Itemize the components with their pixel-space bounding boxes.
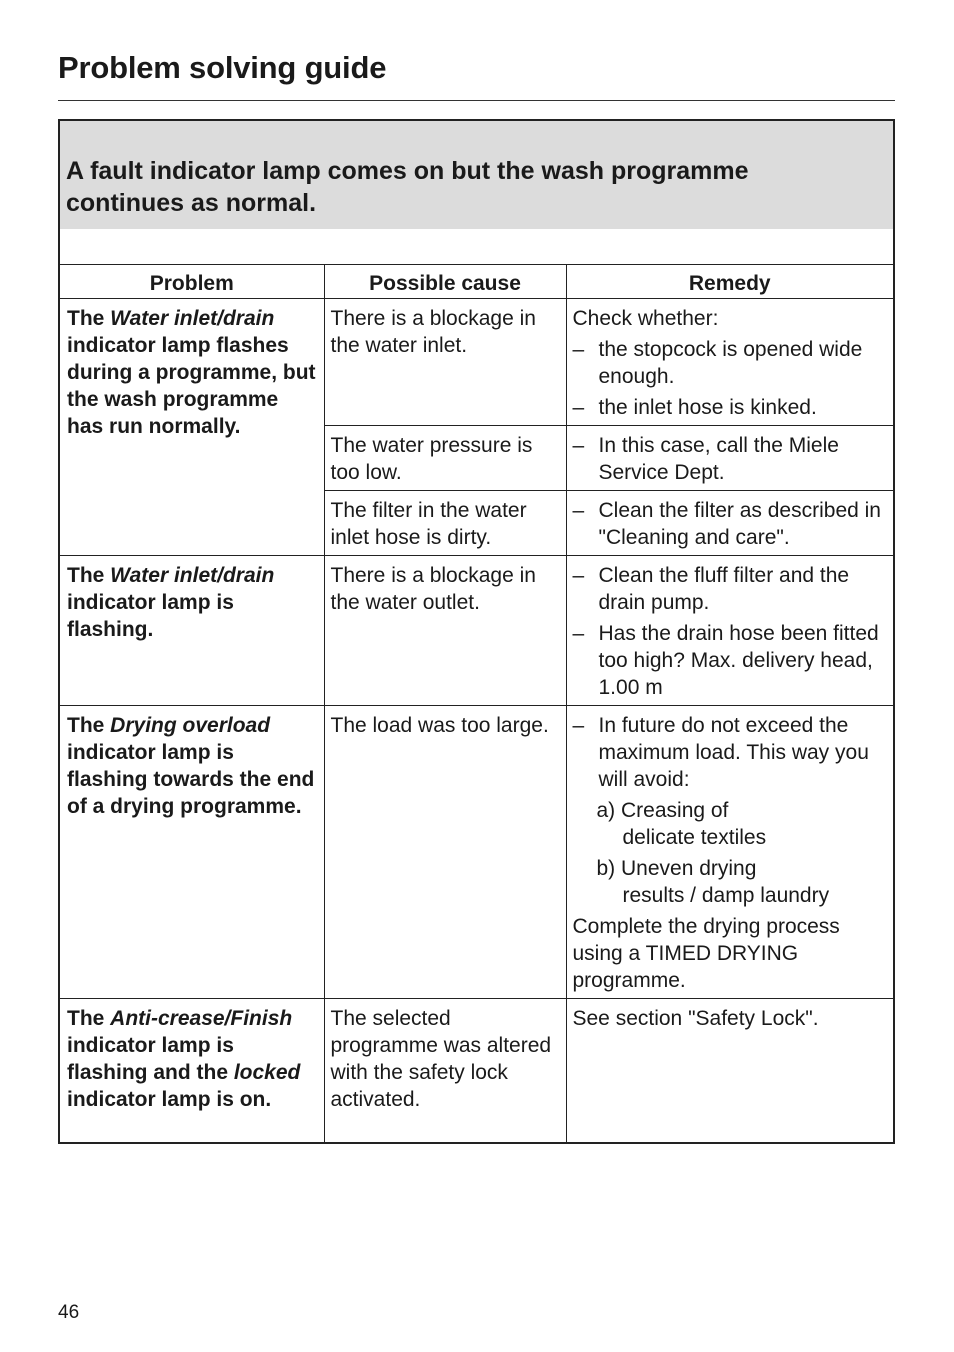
page-title: Problem solving guide xyxy=(58,50,387,85)
remedy-item: – the stopcock is opened wide enough. xyxy=(572,338,863,388)
remedy-item: – In this case, call the Miele Service Dept. xyxy=(572,434,839,484)
dash-glyph: – xyxy=(572,338,585,361)
fault-table-frame xyxy=(58,119,895,1144)
dash-glyph: – xyxy=(572,499,585,522)
dash-glyph: – xyxy=(572,564,585,587)
remedy-cell xyxy=(566,556,893,706)
problem-cell: The Drying overload indicator lamp is flashing towards the end of a drying programme. xyxy=(60,706,324,999)
problem-cell: The Water inlet/drain indicator lamp is flashing. xyxy=(60,556,324,706)
remedy-outro: Complete the drying process using a TIMED DRYING programme. xyxy=(572,915,840,992)
problem-table xyxy=(60,264,893,1142)
cause-cell: The filter in the water inlet hose is dirty. xyxy=(324,491,566,556)
remedy-item: – Has the drain hose been fitted too high? Max. delivery head, 1.00 m xyxy=(572,622,879,699)
dash-glyph: – xyxy=(572,714,585,737)
remedy-cell xyxy=(566,299,893,426)
cause-cell: The water pressure is too low. xyxy=(324,426,566,491)
dash-glyph: – xyxy=(572,396,585,419)
table-spacer xyxy=(60,229,893,264)
page-number: 46 xyxy=(58,1302,80,1323)
lamp-name: Anti-crease/Finish xyxy=(110,1007,293,1030)
cause-cell: There is a blockage in the water inlet. xyxy=(324,299,566,426)
lamp-name: Water inlet/drain xyxy=(110,564,275,587)
section-heading-line: continues as normal. xyxy=(66,189,317,217)
remedy-item: – Clean the fluff filter and the drain pump. xyxy=(572,564,850,614)
remedy-cell xyxy=(566,706,893,999)
cause-cell: The load was too large. xyxy=(324,706,566,999)
remedy-cell xyxy=(566,491,893,556)
remedy-intro: Check whether: xyxy=(572,307,719,330)
remedy-subitem: a) Creasing of delicate textiles xyxy=(596,799,767,849)
remedy-cell xyxy=(566,426,893,491)
remedy-item: – In future do not exceed the maximum load. This way you will avoid: xyxy=(572,714,869,791)
column-header-cause: Possible cause xyxy=(324,265,566,299)
title-divider xyxy=(58,100,895,101)
column-header-remedy: Remedy xyxy=(566,265,893,299)
remedy-subitem: b) Uneven drying results / damp laundry xyxy=(596,857,830,907)
remedy-item: – the inlet hose is kinked. xyxy=(572,396,817,419)
table-row xyxy=(60,999,893,1142)
problem-cell: The Anti-crease/Finish indicator lamp is flashing and the locked indicator lamp is on. xyxy=(60,999,324,1142)
section-heading xyxy=(60,121,893,229)
remedy-cell: See section "Safety Lock". xyxy=(566,999,893,1142)
dash-glyph: – xyxy=(572,622,585,645)
remedy-item: – Clean the filter as described in "Cleaning and care". xyxy=(572,499,881,549)
section-heading-line: A fault indicator lamp comes on but the wash programme xyxy=(66,157,749,185)
lamp-name: locked xyxy=(233,1061,301,1084)
table-row xyxy=(60,706,893,999)
table-header-row xyxy=(60,265,893,299)
problem-cell: The Water inlet/drain indicator lamp flashes during a programme, but the wash programme has run normally. xyxy=(60,299,324,556)
column-header-problem: Problem xyxy=(60,265,324,299)
table-row xyxy=(60,556,893,706)
lamp-name: Drying overload xyxy=(110,714,271,737)
cause-cell: There is a blockage in the water outlet. xyxy=(324,556,566,706)
table-row xyxy=(60,299,893,426)
cause-cell: The selected programme was altered with the safety lock activated. xyxy=(324,999,566,1142)
dash-glyph: – xyxy=(572,434,585,457)
lamp-name: Water inlet/drain xyxy=(110,307,275,330)
